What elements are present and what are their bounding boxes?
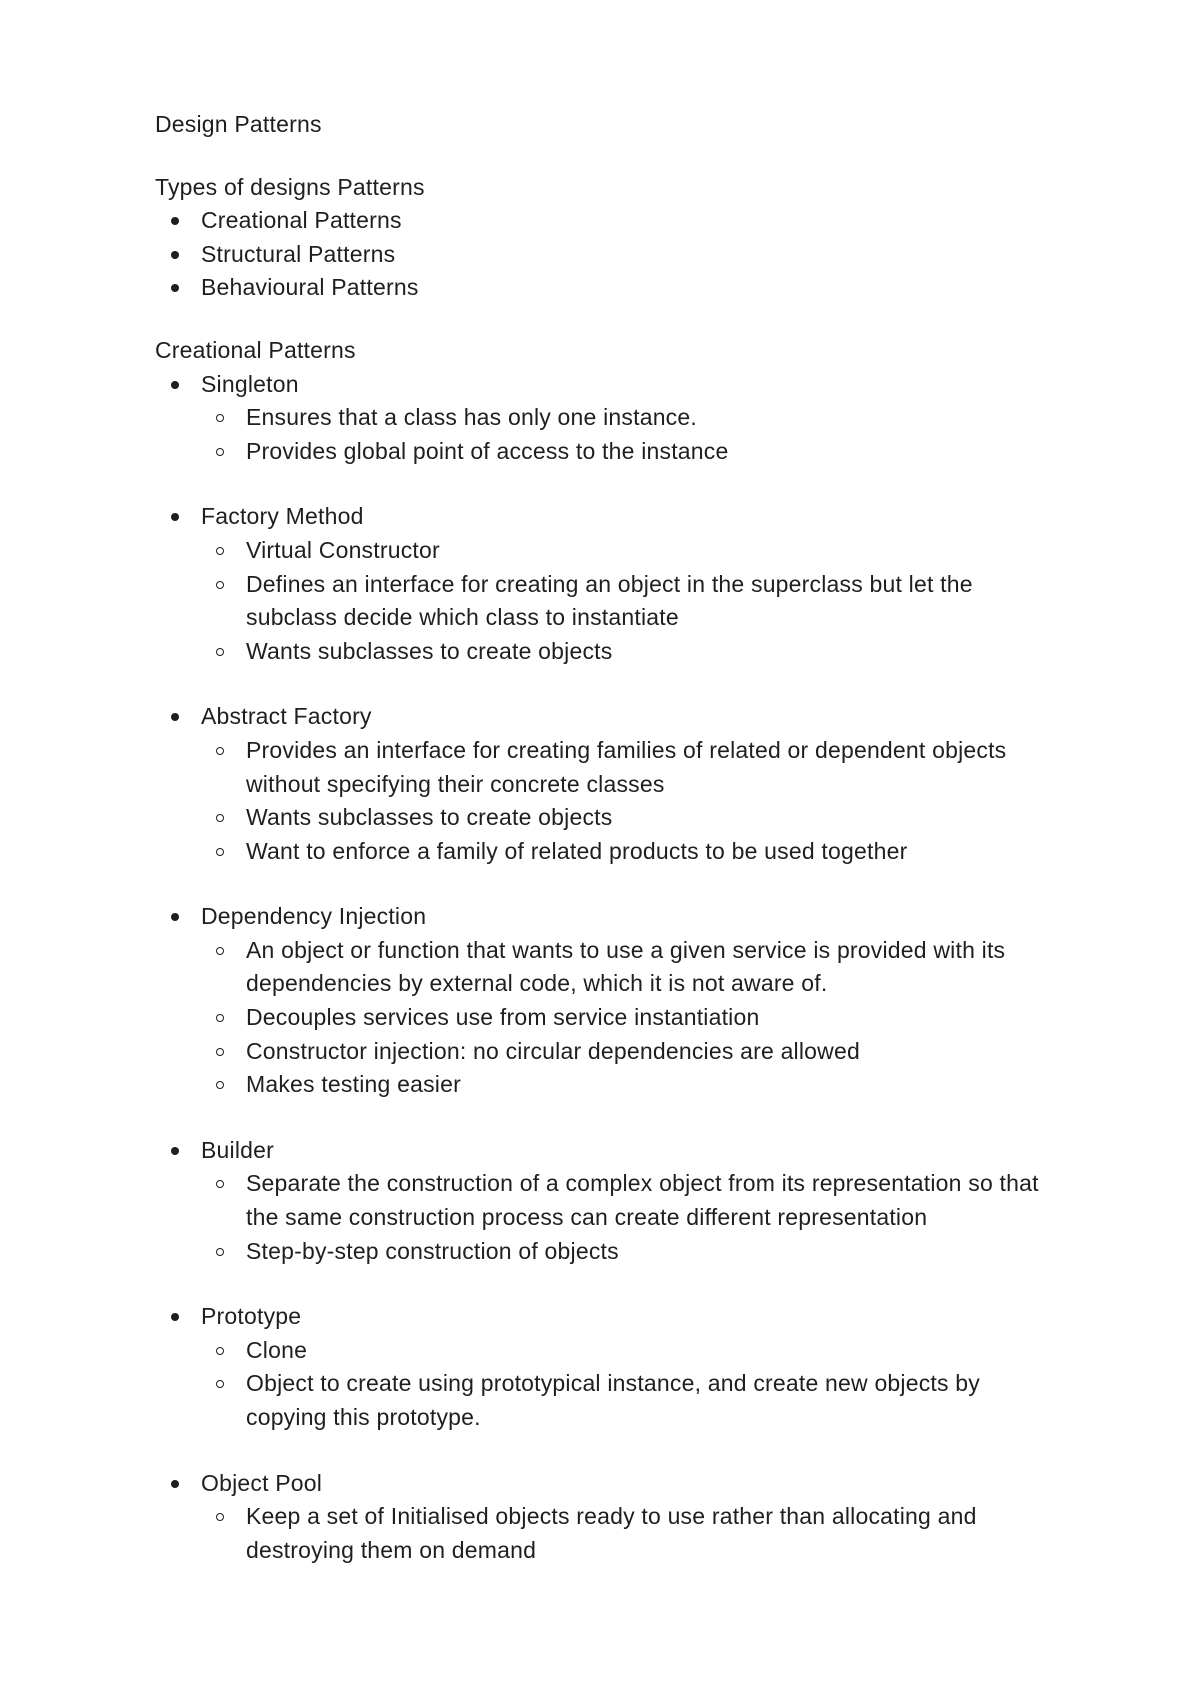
sub-list-item [200,734,1055,801]
pattern-object-pool [155,1467,1055,1568]
sub-list-item-text: An object or function that wants to use a given service is provided with its dependencies by external code, which it is not aware of. [246,936,1006,997]
hollow-bullet-icon [216,1081,224,1089]
document-page [155,108,1055,1567]
spacer [155,142,1055,171]
list-item [155,271,1055,305]
sub-list [201,1167,1055,1268]
sub-list-item [200,635,1055,669]
list-item-label: Creational Patterns [201,207,402,234]
list-item [155,1300,1055,1434]
filled-bullet-icon [171,913,179,921]
filled-bullet-icon [171,284,179,292]
list-item [155,1134,1055,1268]
sub-list-item [200,1068,1055,1102]
sub-list-item-text: Object to create using prototypical instance, and create new objects by copying this prototype. [246,1370,980,1430]
pattern-abstract-factory [155,700,1055,868]
sub-list-item-text: Provides an interface for creating families of related or dependent objects without specifying their concrete classes [246,736,1007,797]
sub-list [201,401,1055,468]
list-item [155,204,1055,238]
filled-bullet-icon [171,513,179,521]
hollow-bullet-icon [216,814,224,822]
sub-list-item-text: Constructor injection: no circular dependencies are allowed [246,1037,860,1064]
pattern-name: Singleton [201,370,299,397]
sub-list-item-text: Virtual Constructor [246,536,440,563]
list-item-label: Structural Patterns [201,240,396,267]
hollow-bullet-icon [216,414,224,422]
filled-bullet-icon [171,1147,179,1155]
filled-bullet-icon [171,217,179,225]
sub-list-item [200,568,1055,635]
sub-list-item-text: Defines an interface for creating an object in the superclass but let the subclass decide which class to instantiate [246,570,973,631]
list-item [155,368,1055,469]
sub-list [201,534,1055,668]
hollow-bullet-icon [216,1380,224,1388]
list-item [155,238,1055,272]
creational-heading: Creational Patterns [155,336,356,363]
hollow-bullet-icon [216,547,224,555]
pattern-name: Factory Method [201,503,364,530]
filled-bullet-icon [171,713,179,721]
sub-list [201,1500,1055,1567]
sub-list-item-text: Decouples services use from service instantiation [246,1004,760,1031]
sub-list-item [200,1367,1055,1434]
spacer [155,305,1055,334]
hollow-bullet-icon [216,1248,224,1256]
list-item-label: Behavioural Patterns [201,274,419,301]
list-item [155,1467,1055,1568]
sub-list-item [200,1235,1055,1269]
sub-list-item [200,534,1055,568]
hollow-bullet-icon [216,848,224,856]
list-item [155,700,1055,868]
filled-bullet-icon [171,1313,179,1321]
pattern-factory-method [155,500,1055,668]
types-list [155,204,1055,305]
filled-bullet-icon [171,381,179,389]
hollow-bullet-icon [216,947,224,955]
sub-list-item-text: Wants subclasses to create objects [246,804,613,831]
sub-list-item [200,835,1055,869]
sub-list [201,734,1055,868]
sub-list [201,934,1055,1102]
pattern-builder [155,1134,1055,1268]
hollow-bullet-icon [216,747,224,755]
hollow-bullet-icon [216,581,224,589]
pattern-name: Prototype [201,1303,302,1330]
filled-bullet-icon [171,251,179,259]
hollow-bullet-icon [216,648,224,656]
hollow-bullet-icon [216,1513,224,1521]
hollow-bullet-icon [216,1048,224,1056]
sub-list-item-text: Provides global point of access to the instance [246,437,729,464]
sub-list [201,1334,1055,1435]
pattern-name: Builder [201,1136,274,1163]
pattern-prototype [155,1300,1055,1434]
sub-list-item [200,934,1055,1001]
sub-list-item-text: Want to enforce a family of related products to be used together [246,837,908,864]
hollow-bullet-icon [216,1014,224,1022]
list-item [155,900,1055,1102]
sub-list-item-text: Step-by-step construction of objects [246,1237,619,1264]
hollow-bullet-icon [216,1180,224,1188]
types-heading: Types of designs Patterns [155,173,425,200]
pattern-name: Dependency Injection [201,903,427,930]
pattern-dependency-injection [155,900,1055,1102]
sub-list-item [200,1001,1055,1035]
sub-list-item [200,1334,1055,1368]
sub-list-item [200,1035,1055,1069]
list-item [155,500,1055,668]
pattern-singleton [155,368,1055,469]
document-title: Design Patterns [155,111,322,137]
sub-list-item-text: Ensures that a class has only one instance. [246,404,697,431]
sub-list-item-text: Wants subclasses to create objects [246,637,613,664]
sub-list-item [200,801,1055,835]
sub-list-item [200,1167,1055,1234]
patterns-list [155,368,1055,1568]
pattern-name: Object Pool [201,1469,323,1496]
sub-list-item [200,401,1055,435]
sub-list-item-text: Makes testing easier [246,1071,461,1098]
filled-bullet-icon [171,1480,179,1488]
sub-list-item [200,435,1055,469]
sub-list-item-text: Separate the construction of a complex object from its representation so that the same construction process can create different representation [246,1170,1039,1231]
sub-list-item-text: Keep a set of Initialised objects ready to use rather than allocating and destroying them on demand [246,1503,977,1563]
sub-list-item-text: Clone [246,1336,308,1363]
hollow-bullet-icon [216,448,224,456]
pattern-name: Abstract Factory [201,703,372,730]
sub-list-item [200,1500,1055,1567]
hollow-bullet-icon [216,1347,224,1355]
